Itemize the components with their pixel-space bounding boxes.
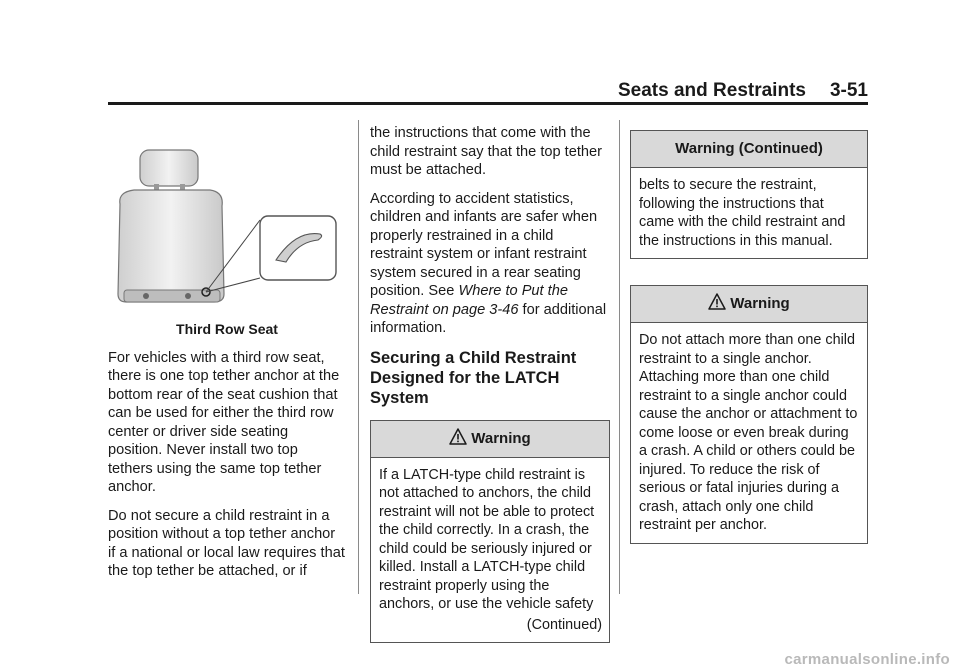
warning-2-body: Do not attach more than one child restraint to a single anchor. Attaching more than one child restraint to a single anchor could cause the anchor or attachment to come loose or even break during a crash. A child or others could be injured. To reduce the risk of serious or fatal injuries during a crash, attach only one child restraint per anchor. xyxy=(639,332,858,533)
col2-paragraph-2: According to accident statistics, children and infants are safer when properly restrained in a child restraint system or infant restraint system secured in a rear seating position. See Where to Put the Restraint on page 3-46 for additional information. xyxy=(370,190,607,336)
warning-continued-header: Warning (Continued) xyxy=(631,131,867,168)
warning-continued-body: belts to secure the restraint, following the instructions that came with the child restraint and the instructions in this manual. xyxy=(639,177,846,249)
col2-paragraph-1: the instructions that come with the child restraint say that the top tether must be attached. xyxy=(370,125,603,178)
column-divider-1 xyxy=(358,120,359,594)
page-header xyxy=(618,80,868,102)
section-title: Seats and Restraints xyxy=(618,80,806,101)
warning-body: If a LATCH-type child restraint is not attached to anchors, the child restraint will not be able to protect the child correctly. In a crash, the child could be seriously injured or killed. Install a LATCH-type child restraint properly using the anchors, or use the vehicle safety (Continued) xyxy=(379,466,602,633)
third-row-seat-illustration xyxy=(110,144,342,312)
figure-caption: Third Row Seat xyxy=(176,321,278,337)
header-rule xyxy=(108,102,868,105)
column-divider-2 xyxy=(619,120,620,594)
warning-2-title: Warning xyxy=(730,295,790,312)
watermark: carmanualsonline.info xyxy=(784,651,950,668)
warning-box xyxy=(370,420,610,644)
warning-header xyxy=(371,421,609,458)
warning-continued-box xyxy=(630,130,868,259)
cross-reference-link[interactable]: Where to Put the Restraint on page 3-46 xyxy=(370,283,568,318)
warning-triangle-icon xyxy=(708,293,726,310)
warning-triangle-icon xyxy=(449,428,467,445)
warning-box-2 xyxy=(630,285,868,544)
column-2 xyxy=(370,124,610,643)
page-number: 3-51 xyxy=(829,80,868,101)
col1-paragraph-1: For vehicles with a third row seat, there is one top tether anchor at the bottom rear of the seat cushion that can be used for either the third row center or driver side seating position. Never install two top tethers using the same top tether anchor. xyxy=(108,349,340,495)
warning-title: Warning xyxy=(471,429,531,447)
continued-label: (Continued) xyxy=(526,616,602,633)
column-3 xyxy=(630,130,868,544)
col1-paragraph-2: Do not secure a child restraint in a position without a top tether anchor if a national or local law requires that the top tether be attached, or if xyxy=(108,507,345,579)
section-heading: Securing a Child Restraint Designed for the LATCH System xyxy=(370,348,577,407)
warning-2-header xyxy=(631,286,867,323)
column-1 xyxy=(108,140,346,591)
